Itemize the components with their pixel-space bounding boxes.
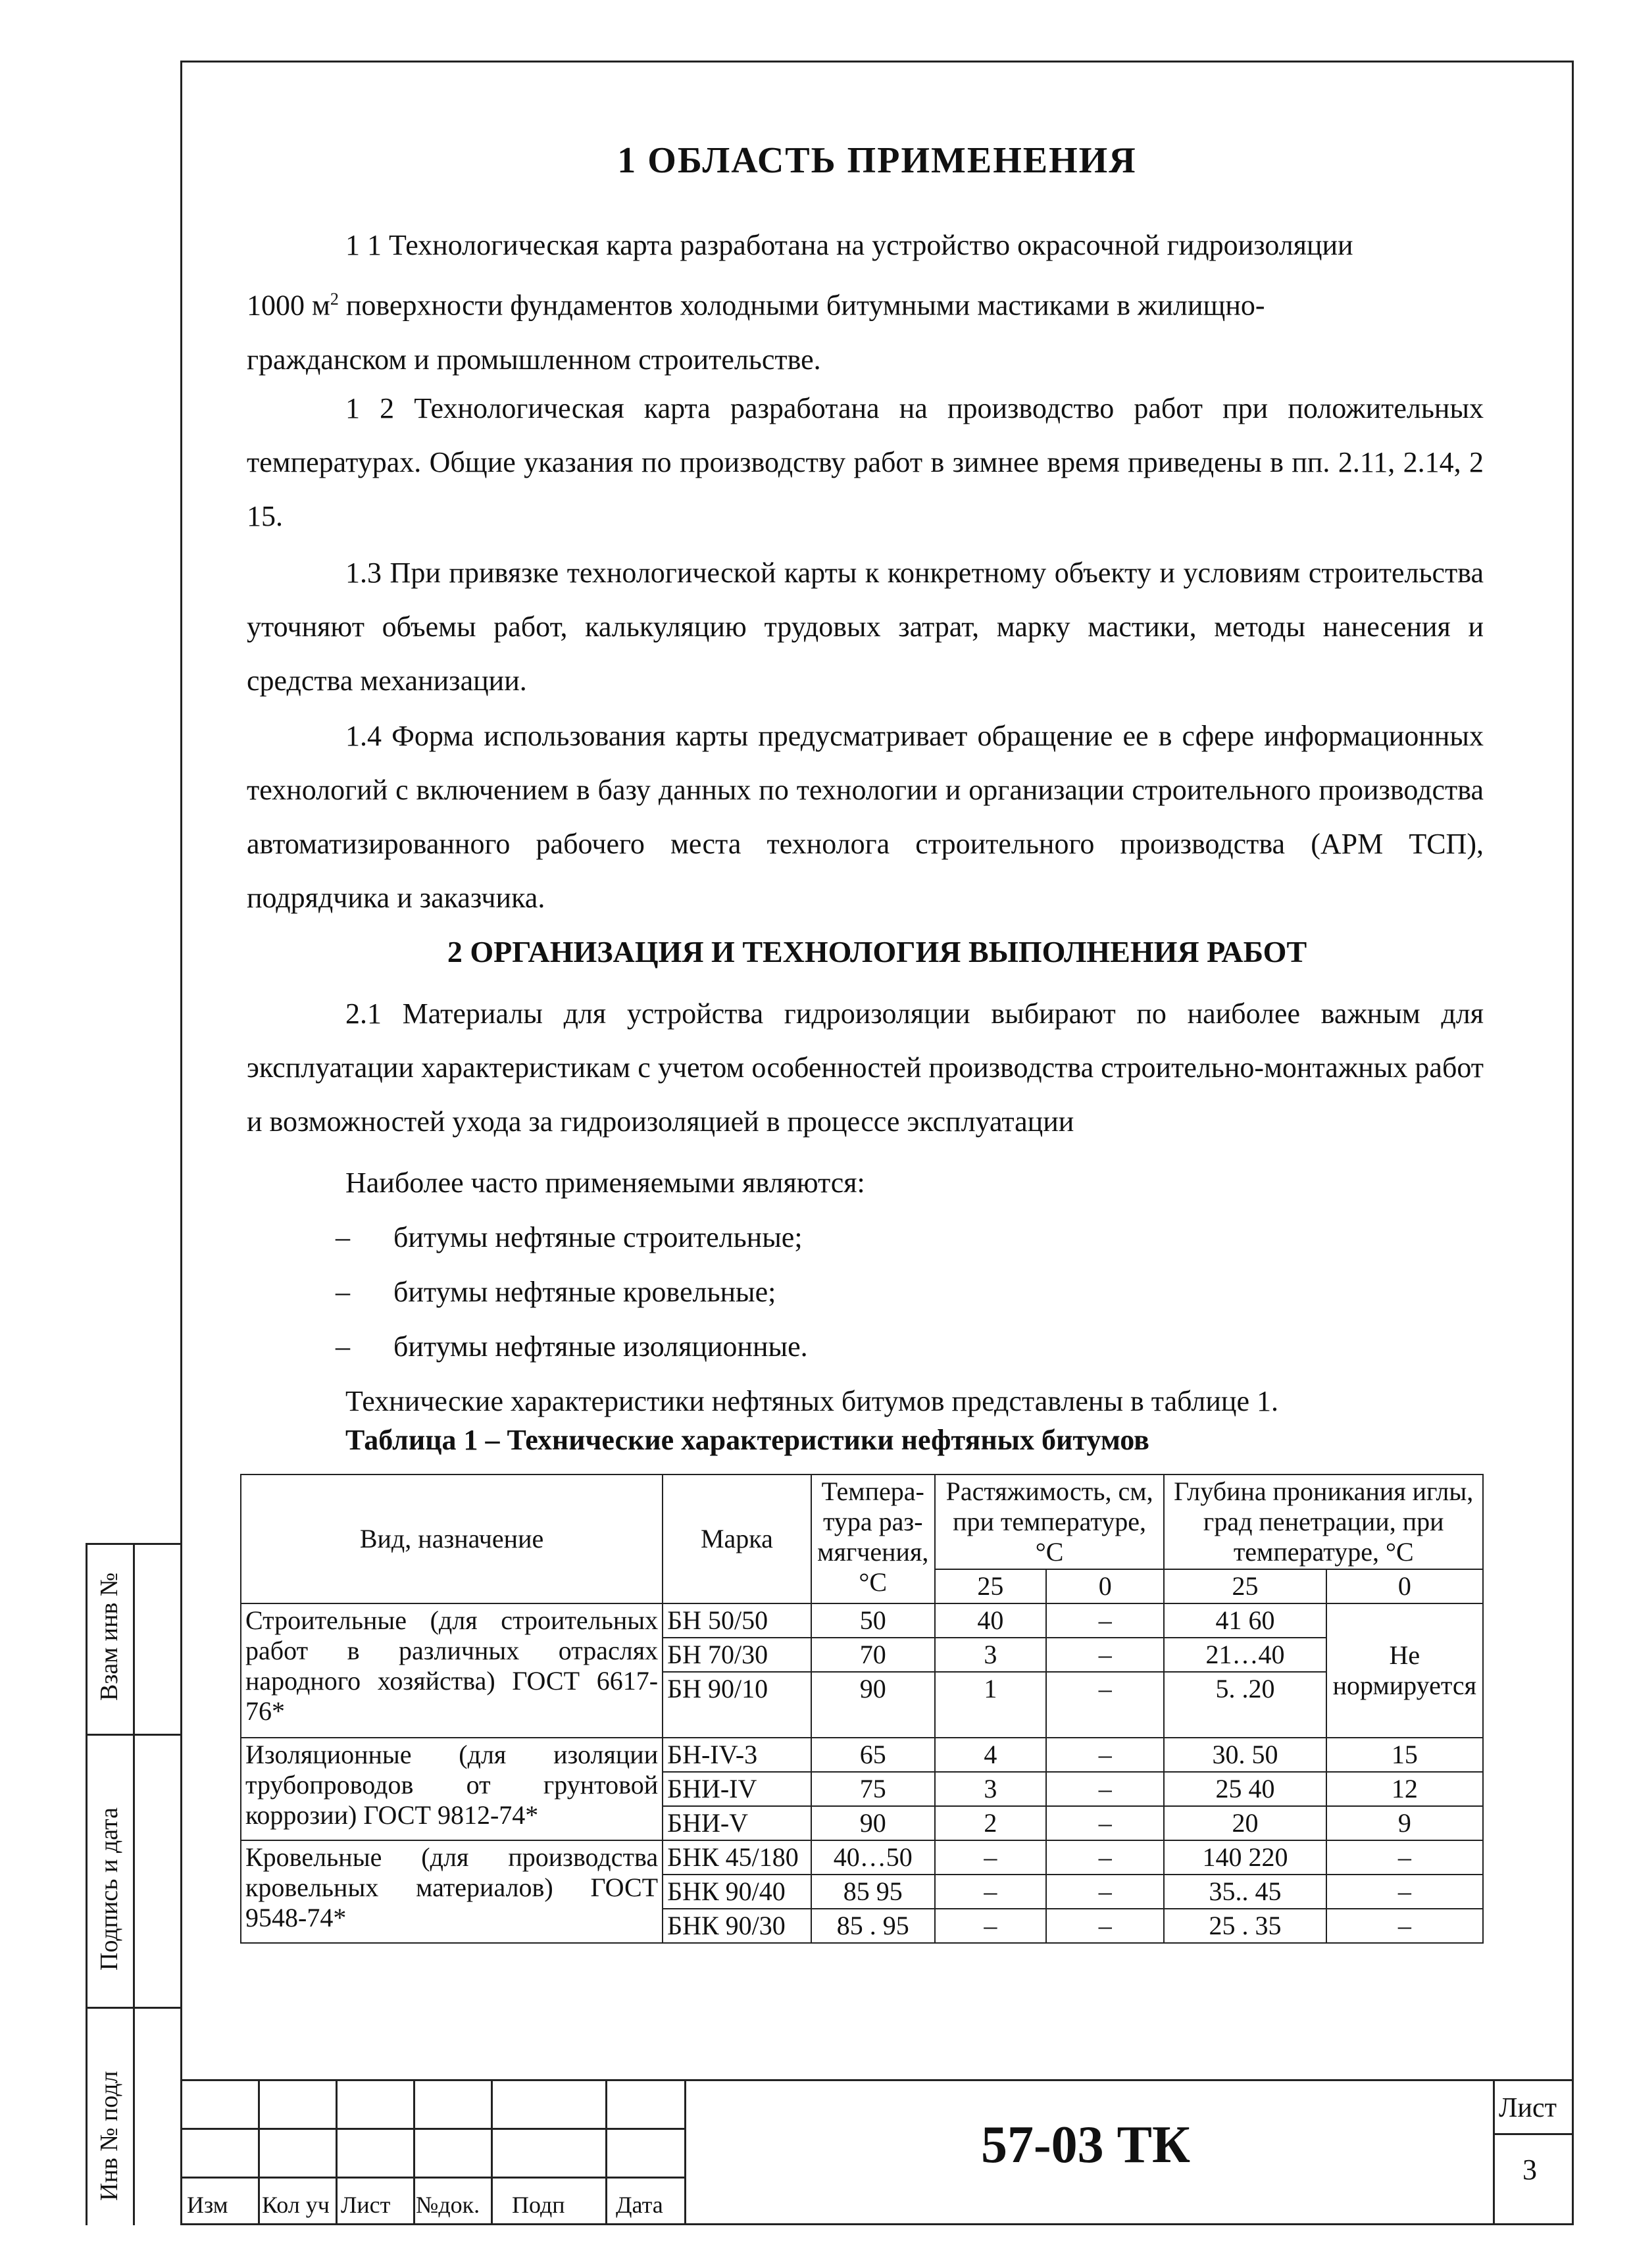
cell-stretch-0: –: [1046, 1603, 1165, 1638]
cell-depth-0: –: [1326, 1909, 1483, 1943]
cell-temp: 70: [811, 1638, 935, 1672]
header-type: Вид, назначение: [241, 1474, 663, 1603]
title-block-line: [180, 2128, 684, 2130]
section-2-title: 2 ОРГАНИЗАЦИЯ И ТЕХНОЛОГИЯ ВЫПОЛНЕНИЯ РАБОТ: [447, 935, 1307, 969]
paragraph-1-3: [247, 546, 1484, 708]
cell-stretch-25: 3: [935, 1772, 1046, 1806]
title-block-line: [605, 2079, 607, 2225]
sub-header-stretch-25: 25: [935, 1569, 1046, 1603]
label-list: Лист: [341, 2192, 391, 2218]
p11-sup: 2: [330, 290, 339, 309]
cell-stretch-25: 40: [935, 1603, 1046, 1638]
label-sheet: Лист: [1499, 2093, 1557, 2123]
cell-temp: 50: [811, 1603, 935, 1638]
cell-stretch-25: 4: [935, 1738, 1046, 1772]
title-block-line: [336, 2079, 338, 2225]
list-item-3: битумы нефтяные изоляционные.: [393, 1330, 808, 1363]
cell-depth-25: 41 60: [1164, 1603, 1326, 1638]
cell-depth-0: –: [1326, 1875, 1483, 1909]
p11-line-b: 1000 м: [247, 289, 330, 322]
title-block-line: [491, 2079, 493, 2225]
cell-depth-25: 25 . 35: [1164, 1909, 1326, 1943]
p11-line-c: поверхности фундаментов холодными битумными мастиками в жилищно-: [338, 289, 1265, 322]
title-block-line: [180, 2177, 684, 2179]
cell-depth-25: 5. .20: [1164, 1672, 1326, 1738]
cell-stretch-0: –: [1046, 1772, 1165, 1806]
sub-header-depth-25: 25: [1164, 1569, 1326, 1603]
title-block-line: [180, 2079, 1574, 2081]
label-kol: Кол уч: [262, 2192, 330, 2218]
stamp-line: [86, 2007, 180, 2009]
document-code: 57-03 ТК: [980, 2116, 1190, 2174]
p13-text: 1.3 При привязке технологической карты к конкретному объекту и условиям строительства уточняют объемы работ, калькуляцию трудовых затрат, марку мастики, методы нанесения и средства механизации.: [247, 557, 1484, 697]
label-ndok: №док.: [416, 2192, 480, 2218]
cell-stretch-0: –: [1046, 1638, 1165, 1672]
header-penetration: Глубина проникания иглы, град пенетрации, при температуре, °С: [1164, 1474, 1483, 1569]
tech-intro-text: Технические характеристики нефтяных битумов представлены в таблице 1.: [345, 1385, 1278, 1417]
often-used-text: Наиболее часто применяемыми являются:: [345, 1167, 865, 1199]
cell-stretch-25: –: [935, 1840, 1046, 1875]
cell-depth-0: –: [1326, 1840, 1483, 1875]
bitumen-table: [240, 1474, 1484, 1944]
group-construction-desc: Строительные (для строительных работ в различных отраслях народного хозяйства) ГОСТ 6617-76*: [241, 1603, 663, 1738]
table-row: [241, 1603, 1483, 1638]
title-block-line: [413, 2079, 415, 2225]
group-roofing-desc: Кровельные (для производства кровельных материалов) ГОСТ 9548-74*: [241, 1840, 663, 1943]
group-insulation-desc: Изоляционные (для изоляции трубопроводов от грунтовой коррозии) ГОСТ 9812-74*: [241, 1738, 663, 1840]
list-dash-2: –: [336, 1276, 350, 1308]
cell-depth-25: 21…40: [1164, 1638, 1326, 1672]
paragraph-1-1: [247, 218, 1484, 387]
cell-depth-25: 25 40: [1164, 1772, 1326, 1806]
cell-stretch-0: –: [1046, 1806, 1165, 1840]
cell-mark: БН 50/50: [663, 1603, 811, 1638]
cell-temp: 40…50: [811, 1840, 935, 1875]
stamp-line: [86, 1543, 88, 2225]
title-block-line: [1493, 2133, 1574, 2135]
cell-temp: 65: [811, 1738, 935, 1772]
cell-stretch-25: 1: [935, 1672, 1046, 1738]
cell-depth-25: 20: [1164, 1806, 1326, 1840]
cell-mark: БН 70/30: [663, 1638, 811, 1672]
cell-mark: БНИ-V: [663, 1806, 811, 1840]
stamp-signature-date: Подпись и дата: [95, 1807, 123, 1971]
paragraph-1-4: [247, 709, 1484, 925]
cell-depth-0: 12: [1326, 1772, 1483, 1806]
left-margin-stamp: [86, 1543, 180, 2225]
cell-stretch-0: –: [1046, 1840, 1165, 1875]
sub-header-depth-0: 0: [1326, 1569, 1483, 1603]
stamp-line: [86, 1734, 180, 1736]
cell-depth-25: 140 220: [1164, 1840, 1326, 1875]
cell-stretch-0: –: [1046, 1875, 1165, 1909]
p12-text: 1 2 Технологическая карта разработана на производство работ при положительных температурах. Общие указания по производству работ в зимнее время приведены в пп. 2.11, 2.14, 2 15.: [247, 392, 1484, 532]
p21-text: 2.1 Материалы для устройства гидроизоляции выбирают по наиболее важным для эксплуатации характеристикам с учетом особенностей производства строительно-монтажных работ и возможностей ухода за гидроизоляцией в процессе эксплуатации: [247, 997, 1484, 1138]
title-block-line: [1493, 2079, 1495, 2225]
paragraph-2-1: [247, 987, 1484, 1149]
cell-temp: 90: [811, 1672, 935, 1738]
stamp-line: [86, 1543, 180, 1545]
cell-mark: БНК 45/180: [663, 1840, 811, 1875]
cell-mark: БН 90/10: [663, 1672, 811, 1738]
cell-depth-0: 15: [1326, 1738, 1483, 1772]
header-softening-temp: Темпера-тура раз-мягчения, °С: [811, 1474, 935, 1603]
cell-stretch-0: –: [1046, 1738, 1165, 1772]
cell-mark: БНИ-IV: [663, 1772, 811, 1806]
cell-stretch-25: –: [935, 1875, 1046, 1909]
header-mark: Марка: [663, 1474, 811, 1603]
stamp-inv-original: Инв № подл: [95, 2071, 123, 2201]
cell-mark: БНК 90/30: [663, 1909, 811, 1943]
cell-mark: БНК 90/40: [663, 1875, 811, 1909]
cell-stretch-25: 2: [935, 1806, 1046, 1840]
p11-line-d: гражданском и промышленном строительстве.: [247, 343, 821, 376]
list-item-1: битумы нефтяные строительные;: [393, 1221, 803, 1253]
list-item-2: битумы нефтяные кровельные;: [393, 1276, 776, 1308]
cell-not-normalized: Не нормируется: [1326, 1603, 1483, 1738]
table-caption: Таблица 1 – Технические характеристики нефтяных битумов: [345, 1424, 1149, 1456]
cell-depth-0: 9: [1326, 1806, 1483, 1840]
title-block-line: [684, 2079, 686, 2225]
label-data: Дата: [616, 2192, 663, 2218]
p11-line-a: 1 1 Технологическая карта разработана на устройство окрасочной гидроизоляции: [345, 229, 1353, 261]
list-dash-3: –: [336, 1330, 350, 1363]
cell-stretch-25: –: [935, 1909, 1046, 1943]
cell-stretch-0: –: [1046, 1909, 1165, 1943]
label-izm: Изм: [187, 2192, 228, 2218]
cell-stretch-25: 3: [935, 1638, 1046, 1672]
cell-temp: 85 95: [811, 1875, 935, 1909]
stamp-replace-inv: Взам инв №: [95, 1572, 123, 1701]
table-row: [241, 1738, 1483, 1772]
paragraph-1-2: [247, 382, 1484, 543]
table-row: [241, 1840, 1483, 1875]
cell-depth-25: 35.. 45: [1164, 1875, 1326, 1909]
header-stretch: Растяжимость, см, при температуре, °С: [935, 1474, 1165, 1569]
label-podp: Подп: [512, 2192, 565, 2218]
cell-temp: 75: [811, 1772, 935, 1806]
sub-header-stretch-0: 0: [1046, 1569, 1165, 1603]
cell-mark: БН-IV-3: [663, 1738, 811, 1772]
cell-depth-25: 30. 50: [1164, 1738, 1326, 1772]
cell-temp: 90: [811, 1806, 935, 1840]
cell-temp: 85 . 95: [811, 1909, 935, 1943]
p14-text: 1.4 Форма использования карты предусматривает обращение ее в сфере информационных технологий с включением в базу данных по технологии и организации строительного производства автоматизированного рабочего места технолога строительного производства (АРМ ТСП), подрядчика и заказчика.: [247, 720, 1484, 914]
title-block: [180, 2079, 1574, 2225]
cell-stretch-0: –: [1046, 1672, 1165, 1738]
title-block-line: [258, 2079, 260, 2225]
stamp-line: [133, 1543, 135, 2225]
section-1-title: 1 ОБЛАСТЬ ПРИМЕНЕНИЯ: [617, 140, 1137, 181]
list-dash-1: –: [336, 1221, 350, 1253]
sheet-number: 3: [1522, 2154, 1537, 2186]
